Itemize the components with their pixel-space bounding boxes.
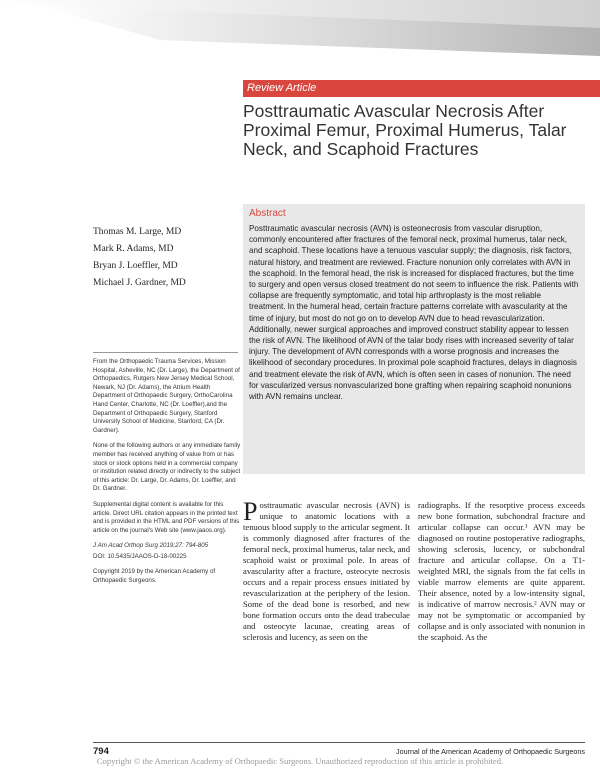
body-text: osttraumatic avascular necrosis (AVN) is unique to anatomic locations with a tenuous blood supply to the articular segment. It is commonly diagnosed after fractures of the femoral neck, proximal humerus, talar neck, and scaphoid waist or proximal pole. In areas of avascularity after a fracture, osteocyte necrosis occurs and a repair process ensues initiated by revascularization at the periphery of the lesion. Some of the dead bone is resorbed, and new bone formation occurs onto the dead trabeculae and osteocyte lacunae, creating areas of sclerosis and lucency, as seen on the xyxy=(243,500,410,642)
doi: DOI: 10.5435/JAAOS-D-18-00225 xyxy=(93,552,187,560)
body-column-2 xyxy=(418,500,585,643)
disclosure: None of the following authors or any immediate family member has received anything of value from or has stock or stock options held in a commercial company or institution related directly or indirectly to the subject of this article: Dr. Large, Dr. Adams, Dr. Loeffler, and Dr. Gardner. xyxy=(93,442,241,493)
author-name: Bryan J. Loeffler, MD xyxy=(93,261,178,271)
journal-citation: J Am Acad Orthop Surg 2019;27: 794-805 xyxy=(93,542,209,550)
sidebar-divider xyxy=(93,352,238,353)
abstract-box xyxy=(243,204,585,474)
affiliations: From the Orthopaedic Trauma Services, Mission Hospital, Asheville, NC (Dr. Large), the Department of Orthopaedics, Rutgers New Jersey Medical School, Newark, NJ (Dr. Adams), the Atrium Health Department of Orthopaedic Surgery, OrthoCarolina Hand Center, Charlotte, NC (Dr. Loeffler),and the Department of Orthopaedic Surgery, Stanford University School of Medicine, Stanford, CA (Dr. Gardner). xyxy=(93,358,240,434)
author-list xyxy=(93,224,238,292)
author-name: Mark R. Adams, MD xyxy=(93,244,174,254)
drop-cap: P xyxy=(243,497,258,526)
sidebar-copyright: Copyright 2019 by the American Academy of Orthopaedic Surgeons. xyxy=(93,568,216,585)
journal-name: Journal of the American Academy of Orthopaedic Surgeons xyxy=(396,747,585,756)
article-category: Review Article xyxy=(243,80,600,97)
article-sidebar xyxy=(93,358,243,593)
author-name: Michael J. Gardner, MD xyxy=(93,278,186,288)
body-text: radiographs. If the resorptive process exceeds new bone formation, subchondral fracture and articular collapse can occur.¹ AVN may be diagnosed on routine postoperative radiographs, showing sclerosis, lucency, or subchondral fracture and articular collapse. On a T1-weighted MRI, the signals from the fat cells in viable marrow elements are quite apparent. Their absence, noted by a low-intensity signal, is indicative of marrow necrosis.² AVN may or may not be symptomatic or accompanied by collapse and is only associated with nonunion in the scaphoid. As the xyxy=(418,500,585,642)
author-name: Thomas M. Large, MD xyxy=(93,227,182,237)
supplemental-note: Supplemental digital content is available for this article. Direct URL citation appears in the printed text and is provided in the HTML and PDF versions of this article on the journal's Web site (www.jaaos.org). xyxy=(93,500,240,534)
abstract-heading: Abstract xyxy=(249,208,286,219)
abstract-text: Posttraumatic avascular necrosis (AVN) is osteonecrosis from vascular disruption, commonly encountered after fractures of the femoral neck, proximal humerus, talar neck, and scaphoid. These locations have a tenuous vascular supply; the diagnosis, risk factors, natural history, and treatment are reviewed. Fracture nonunion only correlates with AVN in the scaphoid. In the femoral head, the risk is increased for displaced fractures, but the time to surgery and open versus closed treatment do not seem to influence the risk. Patients with collapse are frequently symptomatic, and total hip arthroplasty is the most reliable treatment. In the humeral head, certain fracture patterns correlate with avascularity at the time of injury, but most do not go on to develop AVN due to head revascularization. Additionally, newer surgical approaches and improved construct stability appear to lessen the risk of AVN. The likelihood of AVN of the talar body rises with increased severity of talar injury. The development of AVN corresponds with a worse prognosis and increases the likelihood of secondary procedures. In proximal pole scaphoid fractures, delays in diagnosis and treatment elevate the risk of AVN, which is often seen in cases of nonunion. The need for vascularized versus nonvascularized bone grafting when repairing scaphoid nonunions with AVN remains unclear. xyxy=(249,224,579,402)
article-title: Posttraumatic Avascular Necrosis After Proximal Femur, Proximal Humerus, Talar Neck, and Scaphoid Fractures xyxy=(243,101,567,159)
footer-rule xyxy=(93,742,585,743)
body-column-1 xyxy=(243,497,410,643)
copyright-notice: Copyright © the American Academy of Orthopaedic Surgeons. Unauthorized reproduction of this article is prohibited. xyxy=(96,756,504,766)
header-banner xyxy=(0,0,600,56)
page-number: 794 xyxy=(93,746,109,757)
